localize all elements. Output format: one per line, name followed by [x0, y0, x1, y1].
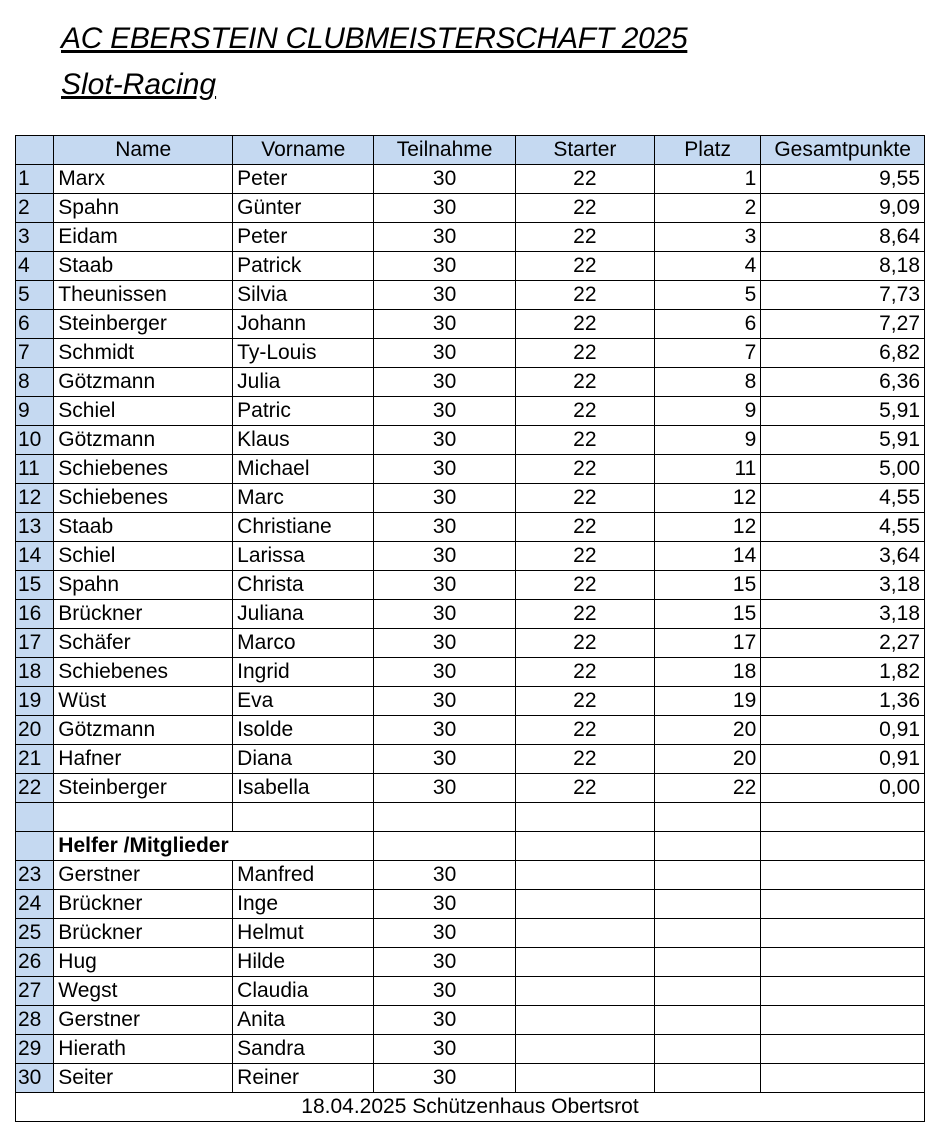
table-row	[16, 600, 925, 629]
platz-cell: 12	[654, 484, 760, 513]
vorname-cell: Helmut	[233, 919, 374, 948]
teilnahme-cell: 30	[374, 977, 515, 1006]
name-cell: Staab	[54, 252, 233, 281]
teilnahme-cell: 30	[374, 745, 515, 774]
row-number: 22	[16, 774, 54, 803]
teilnahme-cell: 30	[374, 310, 515, 339]
vorname-cell: Johann	[233, 310, 374, 339]
platz-cell: 9	[654, 397, 760, 426]
punkte-cell: 6,36	[761, 368, 925, 397]
row-number: 25	[16, 919, 54, 948]
vorname-cell: Christiane	[233, 513, 374, 542]
empty-cell	[654, 1006, 760, 1035]
platz-cell: 5	[654, 281, 760, 310]
name-cell: Steinberger	[54, 310, 233, 339]
teilnahme-cell: 30	[374, 658, 515, 687]
platz-cell: 6	[654, 310, 760, 339]
teilnahme-cell: 30	[374, 397, 515, 426]
teilnahme-cell: 30	[374, 1006, 515, 1035]
platz-cell: 20	[654, 716, 760, 745]
empty-cell	[761, 919, 925, 948]
results-body	[16, 165, 925, 803]
starter-cell: 22	[515, 223, 654, 252]
teilnahme-cell: 30	[374, 948, 515, 977]
starter-cell: 22	[515, 600, 654, 629]
header-platz: Platz	[654, 136, 760, 165]
empty-cell	[654, 890, 760, 919]
empty-cell	[761, 890, 925, 919]
row-number	[16, 832, 54, 861]
helper-row	[16, 861, 925, 890]
empty-cell	[515, 861, 654, 890]
row-number: 12	[16, 484, 54, 513]
row-number: 26	[16, 948, 54, 977]
page-title: AC EBERSTEIN CLUBMEISTERSCHAFT 2025	[61, 22, 688, 55]
name-cell: Schiebenes	[54, 484, 233, 513]
empty-cell	[515, 1035, 654, 1064]
teilnahme-cell: 30	[374, 513, 515, 542]
vorname-cell: Ingrid	[233, 658, 374, 687]
punkte-cell: 8,64	[761, 223, 925, 252]
row-number: 14	[16, 542, 54, 571]
name-cell: Hierath	[54, 1035, 233, 1064]
vorname-cell: Anita	[233, 1006, 374, 1035]
starter-cell: 22	[515, 368, 654, 397]
vorname-cell: Patric	[233, 397, 374, 426]
empty-cell	[654, 919, 760, 948]
starter-cell: 22	[515, 658, 654, 687]
empty-cell	[233, 803, 374, 832]
name-cell: Spahn	[54, 571, 233, 600]
row-number: 20	[16, 716, 54, 745]
row-number: 5	[16, 281, 54, 310]
vorname-cell: Julia	[233, 368, 374, 397]
name-cell: Götzmann	[54, 368, 233, 397]
name-cell: Brückner	[54, 919, 233, 948]
platz-cell: 15	[654, 600, 760, 629]
starter-cell: 22	[515, 745, 654, 774]
punkte-cell: 4,55	[761, 484, 925, 513]
vorname-cell: Reiner	[233, 1064, 374, 1093]
row-number: 23	[16, 861, 54, 890]
teilnahme-cell: 30	[374, 339, 515, 368]
starter-cell: 22	[515, 194, 654, 223]
name-cell: Marx	[54, 165, 233, 194]
vorname-cell: Manfred	[233, 861, 374, 890]
starter-cell: 22	[515, 455, 654, 484]
empty-cell	[761, 948, 925, 977]
row-number: 11	[16, 455, 54, 484]
empty-cell	[54, 803, 233, 832]
punkte-cell: 8,18	[761, 252, 925, 281]
vorname-cell: Silvia	[233, 281, 374, 310]
empty-cell	[761, 1064, 925, 1093]
teilnahme-cell: 30	[374, 716, 515, 745]
starter-cell: 22	[515, 165, 654, 194]
table-row	[16, 687, 925, 716]
table-row	[16, 484, 925, 513]
name-cell: Schiebenes	[54, 658, 233, 687]
name-cell: Götzmann	[54, 716, 233, 745]
empty-cell	[761, 832, 925, 861]
vorname-cell: Peter	[233, 223, 374, 252]
row-number: 8	[16, 368, 54, 397]
name-cell: Spahn	[54, 194, 233, 223]
name-cell: Staab	[54, 513, 233, 542]
helper-row	[16, 890, 925, 919]
teilnahme-cell: 30	[374, 890, 515, 919]
name-cell: Schäfer	[54, 629, 233, 658]
starter-cell: 22	[515, 426, 654, 455]
vorname-cell: Marc	[233, 484, 374, 513]
empty-cell	[374, 832, 515, 861]
name-cell: Götzmann	[54, 426, 233, 455]
empty-cell	[515, 890, 654, 919]
header-gesamtpunkte: Gesamtpunkte	[761, 136, 925, 165]
table-row	[16, 542, 925, 571]
name-cell: Theunissen	[54, 281, 233, 310]
footer-row	[16, 1093, 925, 1122]
table-row	[16, 281, 925, 310]
table-row	[16, 571, 925, 600]
row-number: 19	[16, 687, 54, 716]
starter-cell: 22	[515, 513, 654, 542]
platz-cell: 11	[654, 455, 760, 484]
teilnahme-cell: 30	[374, 861, 515, 890]
starter-cell: 22	[515, 716, 654, 745]
platz-cell: 12	[654, 513, 760, 542]
name-cell: Schiel	[54, 397, 233, 426]
header-vorname: Vorname	[233, 136, 374, 165]
table-row	[16, 397, 925, 426]
vorname-cell: Patrick	[233, 252, 374, 281]
row-number: 4	[16, 252, 54, 281]
table-row	[16, 745, 925, 774]
row-number: 2	[16, 194, 54, 223]
platz-cell: 9	[654, 426, 760, 455]
teilnahme-cell: 30	[374, 455, 515, 484]
teilnahme-cell: 30	[374, 687, 515, 716]
starter-cell: 22	[515, 310, 654, 339]
header-name: Name	[54, 136, 233, 165]
platz-cell: 19	[654, 687, 760, 716]
vorname-cell: Ty-Louis	[233, 339, 374, 368]
row-number: 18	[16, 658, 54, 687]
vorname-cell: Claudia	[233, 977, 374, 1006]
platz-cell: 2	[654, 194, 760, 223]
vorname-cell: Inge	[233, 890, 374, 919]
helper-row	[16, 1035, 925, 1064]
name-cell: Schmidt	[54, 339, 233, 368]
vorname-cell: Isolde	[233, 716, 374, 745]
table-row	[16, 165, 925, 194]
starter-cell: 22	[515, 484, 654, 513]
teilnahme-cell: 30	[374, 252, 515, 281]
empty-cell	[654, 948, 760, 977]
punkte-cell: 6,82	[761, 339, 925, 368]
header-row	[16, 136, 925, 165]
punkte-cell: 0,91	[761, 745, 925, 774]
empty-cell	[515, 919, 654, 948]
row-number: 10	[16, 426, 54, 455]
punkte-cell: 3,18	[761, 600, 925, 629]
punkte-cell: 5,91	[761, 426, 925, 455]
punkte-cell: 0,00	[761, 774, 925, 803]
empty-cell	[761, 861, 925, 890]
row-number: 13	[16, 513, 54, 542]
helper-row	[16, 1006, 925, 1035]
platz-cell: 20	[654, 745, 760, 774]
name-cell: Schiel	[54, 542, 233, 571]
helpers-body	[16, 861, 925, 1093]
table-row	[16, 339, 925, 368]
table-row	[16, 658, 925, 687]
row-number: 1	[16, 165, 54, 194]
punkte-cell: 7,73	[761, 281, 925, 310]
table-row	[16, 774, 925, 803]
empty-cell	[761, 1035, 925, 1064]
punkte-cell: 7,27	[761, 310, 925, 339]
page-subtitle: Slot-Racing	[61, 68, 217, 101]
vorname-cell: Christa	[233, 571, 374, 600]
table-row	[16, 513, 925, 542]
helper-row	[16, 948, 925, 977]
empty-cell	[654, 977, 760, 1006]
vorname-cell: Günter	[233, 194, 374, 223]
teilnahme-cell: 30	[374, 600, 515, 629]
empty-cell	[654, 861, 760, 890]
starter-cell: 22	[515, 281, 654, 310]
vorname-cell: Peter	[233, 165, 374, 194]
name-cell: Eidam	[54, 223, 233, 252]
name-cell: Brückner	[54, 890, 233, 919]
empty-cell	[515, 1064, 654, 1093]
vorname-cell: Larissa	[233, 542, 374, 571]
punkte-cell: 3,18	[761, 571, 925, 600]
starter-cell: 22	[515, 252, 654, 281]
row-number	[16, 803, 54, 832]
punkte-cell: 0,91	[761, 716, 925, 745]
teilnahme-cell: 30	[374, 165, 515, 194]
empty-row	[16, 803, 925, 832]
teilnahme-cell: 30	[374, 571, 515, 600]
table-row	[16, 716, 925, 745]
starter-cell: 22	[515, 339, 654, 368]
teilnahme-cell: 30	[374, 542, 515, 571]
vorname-cell: Isabella	[233, 774, 374, 803]
punkte-cell: 5,91	[761, 397, 925, 426]
platz-cell: 14	[654, 542, 760, 571]
name-cell: Gerstner	[54, 861, 233, 890]
row-number: 24	[16, 890, 54, 919]
table-row	[16, 629, 925, 658]
helper-row	[16, 977, 925, 1006]
table-row	[16, 223, 925, 252]
platz-cell: 7	[654, 339, 760, 368]
name-cell: Gerstner	[54, 1006, 233, 1035]
row-number: 30	[16, 1064, 54, 1093]
vorname-cell: Klaus	[233, 426, 374, 455]
row-number: 15	[16, 571, 54, 600]
header-number	[16, 136, 54, 165]
table-row	[16, 194, 925, 223]
empty-cell	[515, 948, 654, 977]
table-row	[16, 426, 925, 455]
punkte-cell: 4,55	[761, 513, 925, 542]
platz-cell: 15	[654, 571, 760, 600]
platz-cell: 22	[654, 774, 760, 803]
results-table	[15, 135, 925, 1122]
name-cell: Hafner	[54, 745, 233, 774]
empty-cell	[515, 1006, 654, 1035]
helper-row	[16, 919, 925, 948]
row-number: 16	[16, 600, 54, 629]
teilnahme-cell: 30	[374, 368, 515, 397]
empty-cell	[515, 977, 654, 1006]
starter-cell: 22	[515, 629, 654, 658]
vorname-cell: Michael	[233, 455, 374, 484]
name-cell: Schiebenes	[54, 455, 233, 484]
vorname-cell: Diana	[233, 745, 374, 774]
name-cell: Brückner	[54, 600, 233, 629]
starter-cell: 22	[515, 687, 654, 716]
row-number: 21	[16, 745, 54, 774]
punkte-cell: 2,27	[761, 629, 925, 658]
table-row	[16, 252, 925, 281]
header-starter: Starter	[515, 136, 654, 165]
table-row	[16, 368, 925, 397]
punkte-cell: 3,64	[761, 542, 925, 571]
helper-row	[16, 1064, 925, 1093]
teilnahme-cell: 30	[374, 1064, 515, 1093]
row-number: 9	[16, 397, 54, 426]
vorname-cell: Juliana	[233, 600, 374, 629]
punkte-cell: 9,09	[761, 194, 925, 223]
teilnahme-cell: 30	[374, 774, 515, 803]
header-teilnahme: Teilnahme	[374, 136, 515, 165]
empty-cell	[761, 977, 925, 1006]
starter-cell: 22	[515, 571, 654, 600]
platz-cell: 17	[654, 629, 760, 658]
platz-cell: 8	[654, 368, 760, 397]
platz-cell: 4	[654, 252, 760, 281]
platz-cell: 18	[654, 658, 760, 687]
empty-cell	[761, 803, 925, 832]
starter-cell: 22	[515, 542, 654, 571]
name-cell: Wegst	[54, 977, 233, 1006]
teilnahme-cell: 30	[374, 629, 515, 658]
row-number: 29	[16, 1035, 54, 1064]
row-number: 27	[16, 977, 54, 1006]
punkte-cell: 9,55	[761, 165, 925, 194]
empty-cell	[374, 803, 515, 832]
footer-text: 18.04.2025 Schützenhaus Obertsrot	[16, 1093, 925, 1122]
teilnahme-cell: 30	[374, 281, 515, 310]
name-cell: Wüst	[54, 687, 233, 716]
table-row	[16, 455, 925, 484]
teilnahme-cell: 30	[374, 194, 515, 223]
punkte-cell: 1,36	[761, 687, 925, 716]
name-cell: Hug	[54, 948, 233, 977]
vorname-cell: Hilde	[233, 948, 374, 977]
starter-cell: 22	[515, 774, 654, 803]
empty-cell	[654, 803, 760, 832]
name-cell: Seiter	[54, 1064, 233, 1093]
teilnahme-cell: 30	[374, 426, 515, 455]
spacer-section	[16, 803, 925, 861]
teilnahme-cell: 30	[374, 484, 515, 513]
punkte-cell: 1,82	[761, 658, 925, 687]
table-row	[16, 310, 925, 339]
name-cell: Steinberger	[54, 774, 233, 803]
starter-cell: 22	[515, 397, 654, 426]
teilnahme-cell: 30	[374, 223, 515, 252]
row-number: 17	[16, 629, 54, 658]
vorname-cell: Marco	[233, 629, 374, 658]
empty-cell	[654, 832, 760, 861]
empty-cell	[515, 832, 654, 861]
teilnahme-cell: 30	[374, 919, 515, 948]
helpers-heading: Helfer /Mitglieder	[54, 832, 233, 861]
row-number: 28	[16, 1006, 54, 1035]
row-number: 7	[16, 339, 54, 368]
helpers-heading-row	[16, 832, 925, 861]
row-number: 6	[16, 310, 54, 339]
empty-cell	[233, 832, 374, 861]
punkte-cell: 5,00	[761, 455, 925, 484]
row-number: 3	[16, 223, 54, 252]
empty-cell	[654, 1064, 760, 1093]
empty-cell	[761, 1006, 925, 1035]
platz-cell: 3	[654, 223, 760, 252]
platz-cell: 1	[654, 165, 760, 194]
vorname-cell: Sandra	[233, 1035, 374, 1064]
teilnahme-cell: 30	[374, 1035, 515, 1064]
vorname-cell: Eva	[233, 687, 374, 716]
empty-cell	[515, 803, 654, 832]
empty-cell	[654, 1035, 760, 1064]
